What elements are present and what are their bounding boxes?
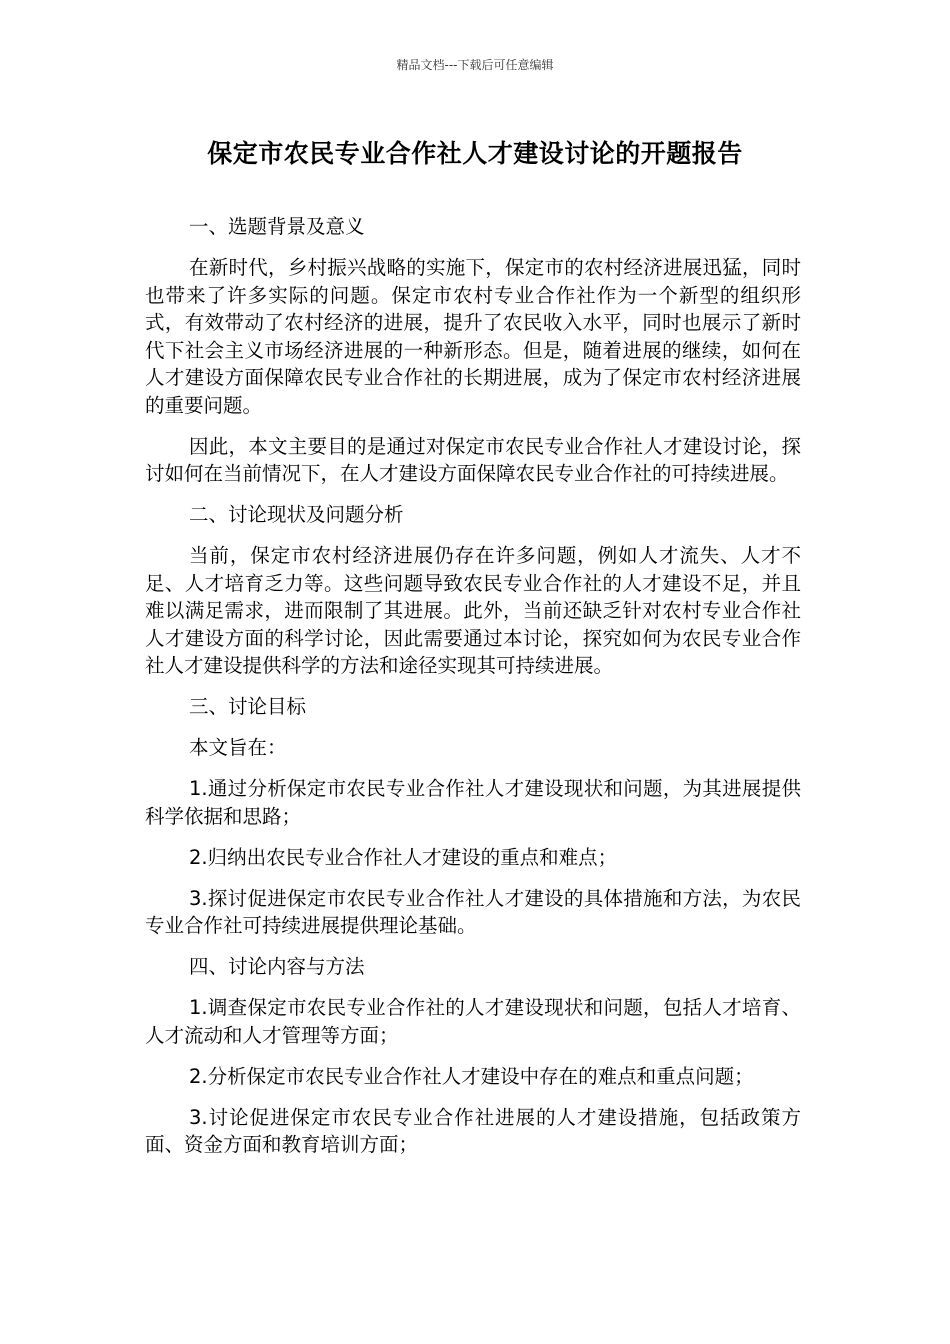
section-heading-methods: 四、讨论内容与方法 [189,955,365,978]
section-heading-background: 一、选题背景及意义 [189,215,365,238]
document-title: 保定市农民专业合作社人才建设讨论的开题报告 [207,139,743,168]
paragraph-status-analysis: 当前，保定市农村经济进展仍存在许多问题，例如人才流失、人才不足、人才培育乏力等。这些问题导致农民专业合作社的人才建设不足，并且难以满足需求，进而限制了其进展。此外，当前还缺乏针对农村专业合作社人才建设方面的科学讨论，因此需要通过本讨论，探究如何为农民专业合作社人才建设提供科学的方法和途径实现其可持续进展。 [145,544,801,677]
paragraph-background: 在新时代，乡村振兴战略的实施下，保定市的农村经济进展迅猛，同时也带来了许多实际的问题。保定市农村专业合作社作为一个新型的组织形式，有效带动了农村经济的进展，提升了农民收入水平，同时也展示了新时代下社会主义市场经济进展的一种新形态。但是，随着进展的继续，如何在人才建设方面保障农民专业合作社的长期进展，成为了保定市农村经济进展的重要问题。 [145,256,801,417]
goal-item-1: 1.通过分析保定市农民专业合作社人才建设现状和问题，为其进展提供科学依据和思路； [145,777,801,828]
goal-item-3: 3.探讨促进保定市农民专业合作社人才建设的具体措施和方法，为农民专业合作社可持续进展提供理论基础。 [145,886,801,937]
goal-item-2: 2.归纳出农民专业合作社人才建设的重点和难点； [189,845,618,869]
header-note: 精品文档---下载后可任意编辑 [396,58,554,72]
method-item-3: 3.讨论促进保定市农民专业合作社进展的人才建设措施，包括政策方面、资金方面和教育培训方面； [145,1105,801,1156]
method-item-2: 2.分析保定市农民专业合作社人才建设中存在的难点和重点问题； [189,1064,754,1088]
method-item-1: 1.调查保定市农民专业合作社的人才建设现状和问题，包括人才培育、人才流动和人才管理等方面； [145,996,801,1047]
document-body [145,213,801,1172]
paragraph-purpose: 因此，本文主要目的是通过对保定市农民专业合作社人才建设讨论，探讨如何在当前情况下，在人才建设方面保障农民专业合作社的可持续进展。 [145,434,801,485]
section-heading-goals: 三、讨论目标 [189,695,307,718]
paragraph-goals-intro: 本文旨在： [189,736,287,759]
section-heading-status: 二、讨论现状及问题分析 [189,503,404,526]
